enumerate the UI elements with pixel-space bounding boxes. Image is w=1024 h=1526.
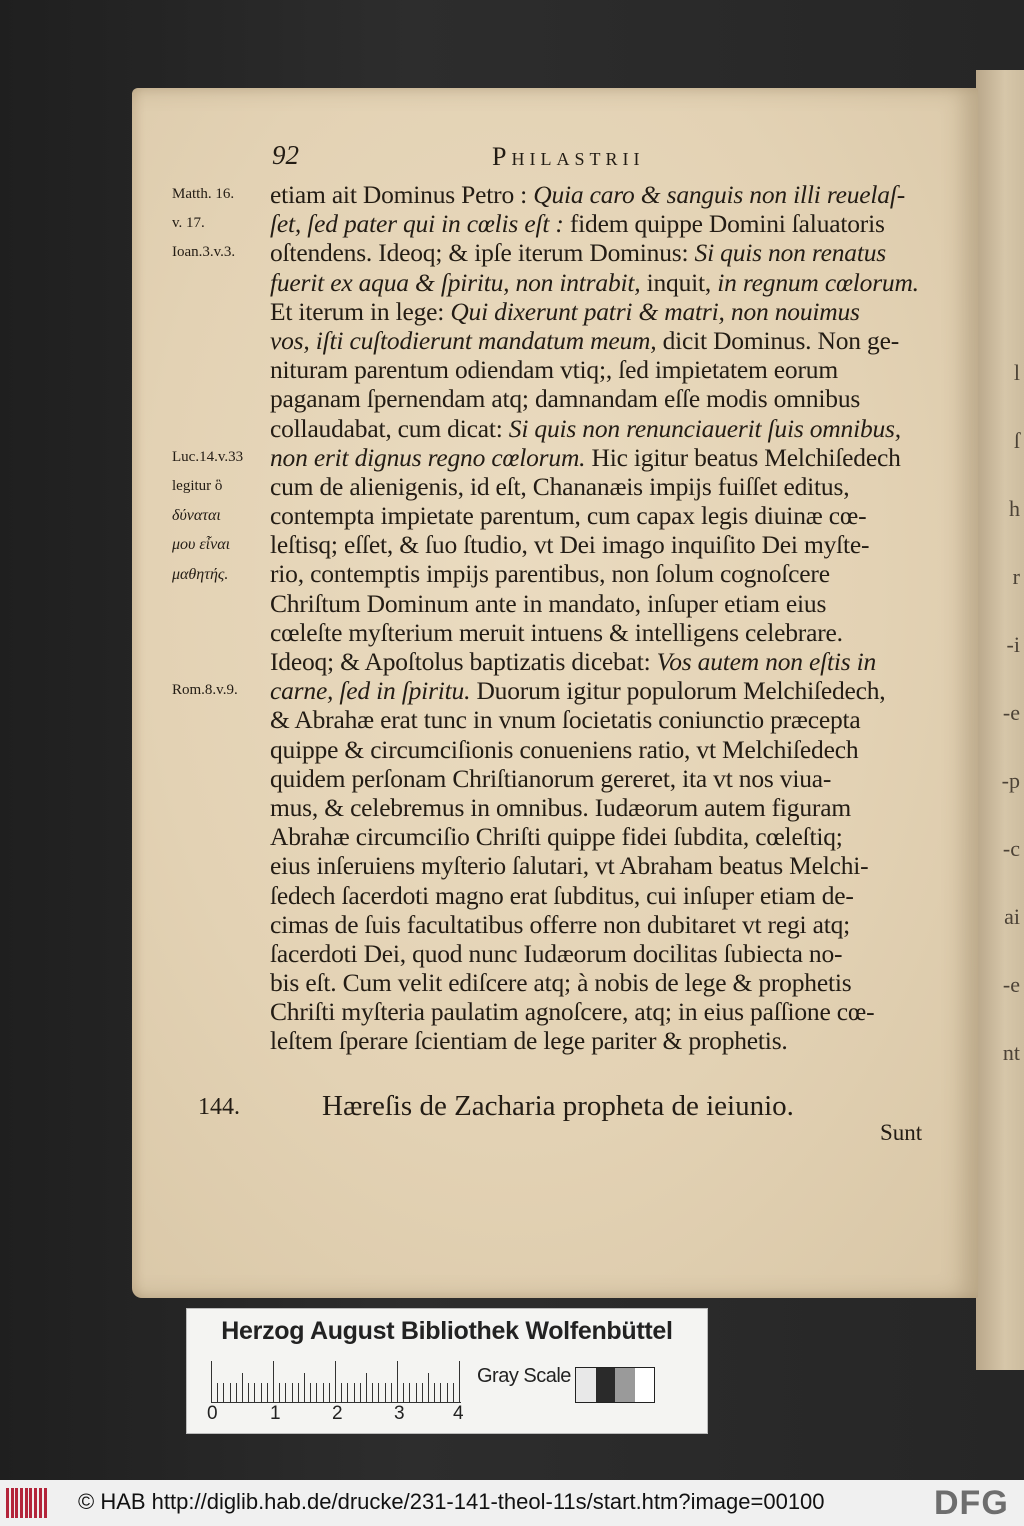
running-title: Philastrii [492, 142, 645, 171]
gray-scale-label: Gray Scale [477, 1365, 571, 1387]
ruler-tick [385, 1383, 386, 1403]
roman-text: collaudabat, cum dicat: [270, 413, 509, 443]
ruler-tick [422, 1383, 423, 1403]
gray-swatch [596, 1368, 616, 1402]
italic-quotation: Quia caro & sanguis non illi reuelaſ- [533, 180, 906, 209]
ruler-tick [267, 1383, 268, 1403]
ruler-tick [230, 1383, 231, 1403]
adjacent-page-fragment: h [1009, 496, 1020, 521]
ruler-tick [459, 1361, 460, 1403]
roman-text: quippe & circumciſionis conueniens ratio, vt Melchiſedech [270, 734, 859, 764]
gray-swatch [615, 1368, 635, 1402]
ruler-tick [236, 1383, 237, 1403]
text-line [270, 530, 950, 559]
margin-note: Rom.8.v.9. [172, 682, 238, 699]
ruler-tick [211, 1361, 212, 1403]
text-line [270, 968, 950, 997]
ruler-tick [261, 1383, 262, 1403]
ruler-tick [372, 1383, 373, 1403]
text-line [270, 355, 950, 384]
margin-note: legitur ὃ [172, 478, 223, 494]
margin-note: δύναται [172, 507, 221, 525]
ruler-tick [316, 1383, 317, 1403]
roman-text: bis eſt. Cum velit ediſcere atq; à nobis de lege & prophetis [270, 968, 852, 998]
ruler-tick [304, 1373, 305, 1403]
text-line [270, 1026, 950, 1055]
ruler-label-2: 2 [332, 1403, 343, 1424]
text-line [270, 764, 950, 793]
roman-text: Abrahæ circumciſio Chriſti quippe fidei ſubdita, cœleſtiq; [270, 822, 843, 852]
italic-quotation: ſet, ſed pater qui in cœlis eſt : [270, 209, 570, 239]
ruler-tick [428, 1373, 429, 1403]
ruler-tick [242, 1373, 243, 1403]
ruler-tick [341, 1383, 342, 1403]
text-line [270, 676, 950, 705]
margin-note: Ioan.3.v.3. [172, 244, 236, 261]
ruler-tick [403, 1383, 404, 1403]
adjacent-page-fragment: ſ [1013, 428, 1020, 453]
roman-text: rio, contemptis impijs parentibus, non ſolum cognoſcere [270, 559, 830, 589]
text-line [270, 384, 950, 413]
text-line [270, 472, 950, 501]
adjacent-page-fragment: -e [1002, 700, 1020, 725]
roman-text: etiam ait Dominus Petro : [270, 180, 534, 209]
ruler-label-3: 3 [394, 1403, 405, 1424]
roman-text: oſtendens. Ideoq; & ipſe iterum Dominus: [270, 238, 695, 268]
ruler-tick [447, 1383, 448, 1403]
dfg-logo: DFG [934, 1484, 1009, 1522]
roman-text: Hic igitur beatus Melchiſedech [591, 442, 901, 472]
roman-text: dicit Dominus. Non ge- [662, 325, 899, 355]
adjacent-page-fragment: ai [1004, 904, 1020, 929]
text-line [270, 443, 950, 472]
text-line [270, 238, 950, 267]
text-line [270, 326, 950, 355]
ruler-tick [248, 1383, 249, 1403]
ruler-tick [354, 1383, 355, 1403]
italic-quotation: Si quis non renunciauerit ſuis omnibus, [508, 413, 901, 443]
roman-text: cœleſte myſterium meruit intuens & intelligens celebrare. [270, 617, 843, 647]
text-line [270, 822, 950, 851]
italic-quotation: vos, iſti cuſtodierunt mandatum meum, [270, 325, 663, 355]
italic-quotation: carne, ſed in ſpiritu. [270, 676, 477, 706]
text-line [270, 209, 950, 238]
ruler-tick [391, 1383, 392, 1403]
text-line [270, 851, 950, 880]
body-text [270, 180, 950, 1056]
adjacent-page-fragment: -p [1001, 768, 1020, 793]
roman-text: ſedech ſacerdoti magno erat ſubditus, cui inſuper etiam de- [270, 880, 854, 910]
roman-text: leſtem ſperare ſcientiam de lege pariter & prophetis. [270, 1026, 788, 1056]
ruler-tick [347, 1383, 348, 1403]
roman-text: ſacerdoti Dei, quod nunc Iudæorum docilitas ſubiecta no- [270, 938, 843, 968]
text-line [270, 997, 950, 1026]
ruler-tick [453, 1383, 454, 1403]
margin-note: v. 17. [172, 215, 205, 232]
ruler-label-0: 0 [207, 1403, 218, 1424]
ruler-tick [279, 1383, 280, 1403]
margin-note: μου εἶναι [172, 536, 231, 554]
ruler-tick [434, 1383, 435, 1403]
color-reference-card [186, 1308, 708, 1434]
text-line [270, 180, 950, 209]
italic-quotation: non erit dignus regno cœlorum. [270, 442, 592, 472]
roman-text: cum de alienigenis, id eſt, Chananæis impijs fuiſſet editus, [270, 471, 850, 501]
running-head [132, 140, 978, 174]
roman-text: cimas de ſuis facultatibus offerre non dubitaret vt regi atq; [270, 909, 851, 939]
card-title: Herzog August Bibliothek Wolfenbüttel [221, 1317, 673, 1345]
ruler-tick [366, 1373, 367, 1403]
barcode-icon [6, 1488, 48, 1518]
adjacent-page-fragment: -c [1002, 836, 1020, 861]
roman-text: Et iterum in lege: [270, 296, 451, 326]
roman-text: leſtisq; eſſet, & ſuo ſtudio, vt Dei imago inquiſito Dei myſte- [270, 530, 870, 560]
text-line [270, 589, 950, 618]
ruler-tick [440, 1383, 441, 1403]
adjacent-page-fragment: r [1012, 564, 1020, 589]
ruler-label-1: 1 [270, 1403, 281, 1424]
italic-quotation: in regnum cœlorum. [717, 267, 919, 297]
roman-text: Chriſtum Dominum ante in mandato, inſuper etiam eius [270, 588, 827, 618]
ruler-tick [323, 1383, 324, 1403]
heading-title: Hæreſis de Zacharia propheta de ieiunio. [322, 1090, 794, 1122]
roman-text: contempta impietate parentum, cum capax legis diuinæ cœ- [270, 501, 867, 531]
copyright-link[interactable]: © HAB http://diglib.hab.de/drucke/231-141-theol-11s/start.htm?image=00100 [78, 1489, 825, 1514]
text-line [270, 705, 950, 734]
roman-text: Duorum igitur populorum Melchiſedech, [476, 676, 886, 706]
roman-text: & Abrahæ erat tunc in vnum ſocietatis coniunctio præcepta [270, 705, 861, 735]
ruler-tick [360, 1383, 361, 1403]
ruler-tick [397, 1361, 398, 1403]
adjacent-page-edge [976, 70, 1024, 1370]
ruler-tick [310, 1383, 311, 1403]
book-page [132, 88, 978, 1298]
ruler-tick [329, 1383, 330, 1403]
roman-text: paganam ſpernendam atq; damnandam eſſe modis omnibus [270, 384, 861, 414]
margin-note: Luc.14.v.33 [172, 448, 244, 465]
ruler [211, 1361, 461, 1403]
ruler-tick [335, 1361, 336, 1403]
ruler-tick [416, 1383, 417, 1403]
ruler-tick [223, 1383, 224, 1403]
catchword: Sunt [880, 1120, 923, 1145]
italic-quotation: Si quis non renatus [694, 238, 887, 268]
ruler-tick [273, 1361, 274, 1403]
adjacent-page-fragment: -i [1006, 632, 1020, 657]
ruler-tick [217, 1383, 218, 1403]
roman-text: Chriſti myſteria paulatim agnoſcere, atq; in eius paſſione cœ- [270, 997, 875, 1027]
ruler-tick [254, 1383, 255, 1403]
roman-text: nituram parentum odiendam vtiq;, ſed impietatem eorum [270, 355, 838, 385]
text-line [270, 939, 950, 968]
text-line [270, 735, 950, 764]
text-line [270, 793, 950, 822]
footer-bar [0, 1480, 1024, 1526]
italic-quotation: Vos autem non eſtis in [656, 647, 877, 676]
text-line [270, 268, 950, 297]
gray-scale-swatches [575, 1367, 655, 1403]
margin-note: Matth. 16. [172, 186, 235, 202]
heading-number: 144. [198, 1094, 240, 1120]
gray-swatch [576, 1368, 596, 1402]
text-line [270, 297, 950, 326]
text-line [270, 881, 950, 910]
ruler-tick [285, 1383, 286, 1403]
roman-text: Ideoq; & Apoſtolus baptizatis dicebat: [270, 647, 657, 676]
adjacent-page-fragment: l [1013, 360, 1020, 385]
roman-text: eius inſeruiens myſterio ſalutari, vt Abraham beatus Melchi- [270, 851, 869, 881]
italic-quotation: Qui dixerunt patri & matri, non nouimus [450, 296, 860, 326]
text-line [270, 647, 950, 676]
ruler-tick [378, 1383, 379, 1403]
margin-note: μαθητής. [172, 565, 229, 583]
text-line [270, 910, 950, 939]
roman-text: inquit, [646, 267, 718, 297]
ruler-label-4: 4 [453, 1403, 464, 1424]
section-heading [198, 1090, 958, 1126]
text-line [270, 559, 950, 588]
roman-text: mus, & celebremus in omnibus. Iudæorum autem figuram [270, 792, 851, 822]
text-line [270, 414, 950, 443]
ruler-tick [409, 1383, 410, 1403]
ruler-tick [298, 1383, 299, 1403]
italic-quotation: fuerit ex aqua & ſpiritu, non intrabit, [270, 267, 647, 297]
ruler-tick [292, 1383, 293, 1403]
adjacent-page-fragment: nt [1002, 1040, 1020, 1065]
adjacent-page-fragment: -e [1002, 972, 1020, 997]
text-line [270, 501, 950, 530]
roman-text: fidem quippe Domini ſaluatoris [569, 209, 885, 239]
roman-text: quidem perſonam Chriſtianorum gereret, ita vt nos viua- [270, 763, 832, 793]
text-line [270, 618, 950, 647]
gray-swatch [635, 1368, 655, 1402]
page-number: 92 [272, 140, 299, 170]
